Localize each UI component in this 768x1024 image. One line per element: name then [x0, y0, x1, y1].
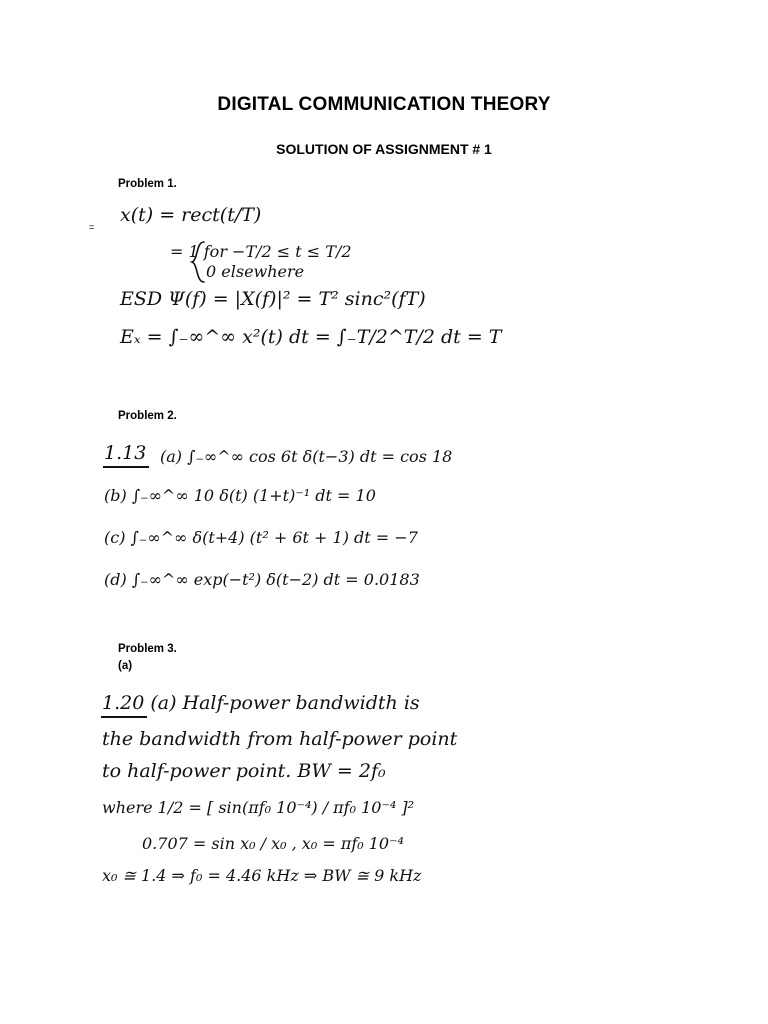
- brace-icon: [188, 240, 208, 284]
- problem-2-part-d: (d) ∫₋∞^∞ exp(−t²) δ(t−2) dt = 0.0183: [104, 570, 420, 589]
- problem-2-number-underline: [103, 466, 149, 468]
- problem-2-label: Problem 2.: [118, 410, 177, 422]
- problem-1-bullet: =: [89, 222, 95, 232]
- problem-3-number-underline: [101, 716, 147, 718]
- problem-1-line-2: = 1 for −T/2 ≤ t ≤ T/2: [170, 242, 352, 261]
- problem-3-line-3: to half-power point. BW = 2f₀: [102, 760, 386, 782]
- problem-3-sublabel: (a): [118, 660, 133, 672]
- problem-3-line-2: the bandwidth from half-power point: [102, 728, 458, 750]
- problem-1-line-3: 0 elsewhere: [206, 262, 305, 281]
- problem-3-label: Problem 3.: [118, 643, 177, 655]
- problem-2-number: 1.13: [104, 442, 147, 464]
- problem-2-part-b: (b) ∫₋∞^∞ 10 δ(t) (1+t)⁻¹ dt = 10: [104, 486, 376, 505]
- problem-3-line-6: x₀ ≅ 1.4 ⇒ f₀ = 4.46 kHz ⇒ BW ≅ 9 kHz: [102, 866, 422, 885]
- problem-3-line-5: 0.707 = sin x₀ / x₀ , x₀ = πf₀ 10⁻⁴: [142, 834, 404, 853]
- problem-3-line-4: where 1/2 = [ sin(πf₀ 10⁻⁴) / πf₀ 10⁻⁴ ]²: [102, 798, 415, 817]
- problem-3-line-1: 1.20 (a) Half-power bandwidth is: [102, 692, 420, 714]
- problem-1-line-5: Eₓ = ∫₋∞^∞ x²(t) dt = ∫₋T/2^T/2 dt = T: [120, 326, 502, 348]
- problem-1-label: Problem 1.: [118, 178, 177, 190]
- problem-2-part-a: (a) ∫₋∞^∞ cos 6t δ(t−3) dt = cos 18: [160, 447, 453, 466]
- problem-1-line-4: ESD Ψ(f) = |X(f)|² = T² sinc²(fT): [120, 288, 426, 310]
- problem-2-part-c: (c) ∫₋∞^∞ δ(t+4) (t² + 6t + 1) dt = −7: [104, 528, 418, 547]
- document-title: DIGITAL COMMUNICATION THEORY: [217, 94, 551, 115]
- document-subtitle: SOLUTION OF ASSIGNMENT # 1: [276, 141, 492, 157]
- problem-1-line-1: x(t) = rect(t/T): [120, 204, 262, 226]
